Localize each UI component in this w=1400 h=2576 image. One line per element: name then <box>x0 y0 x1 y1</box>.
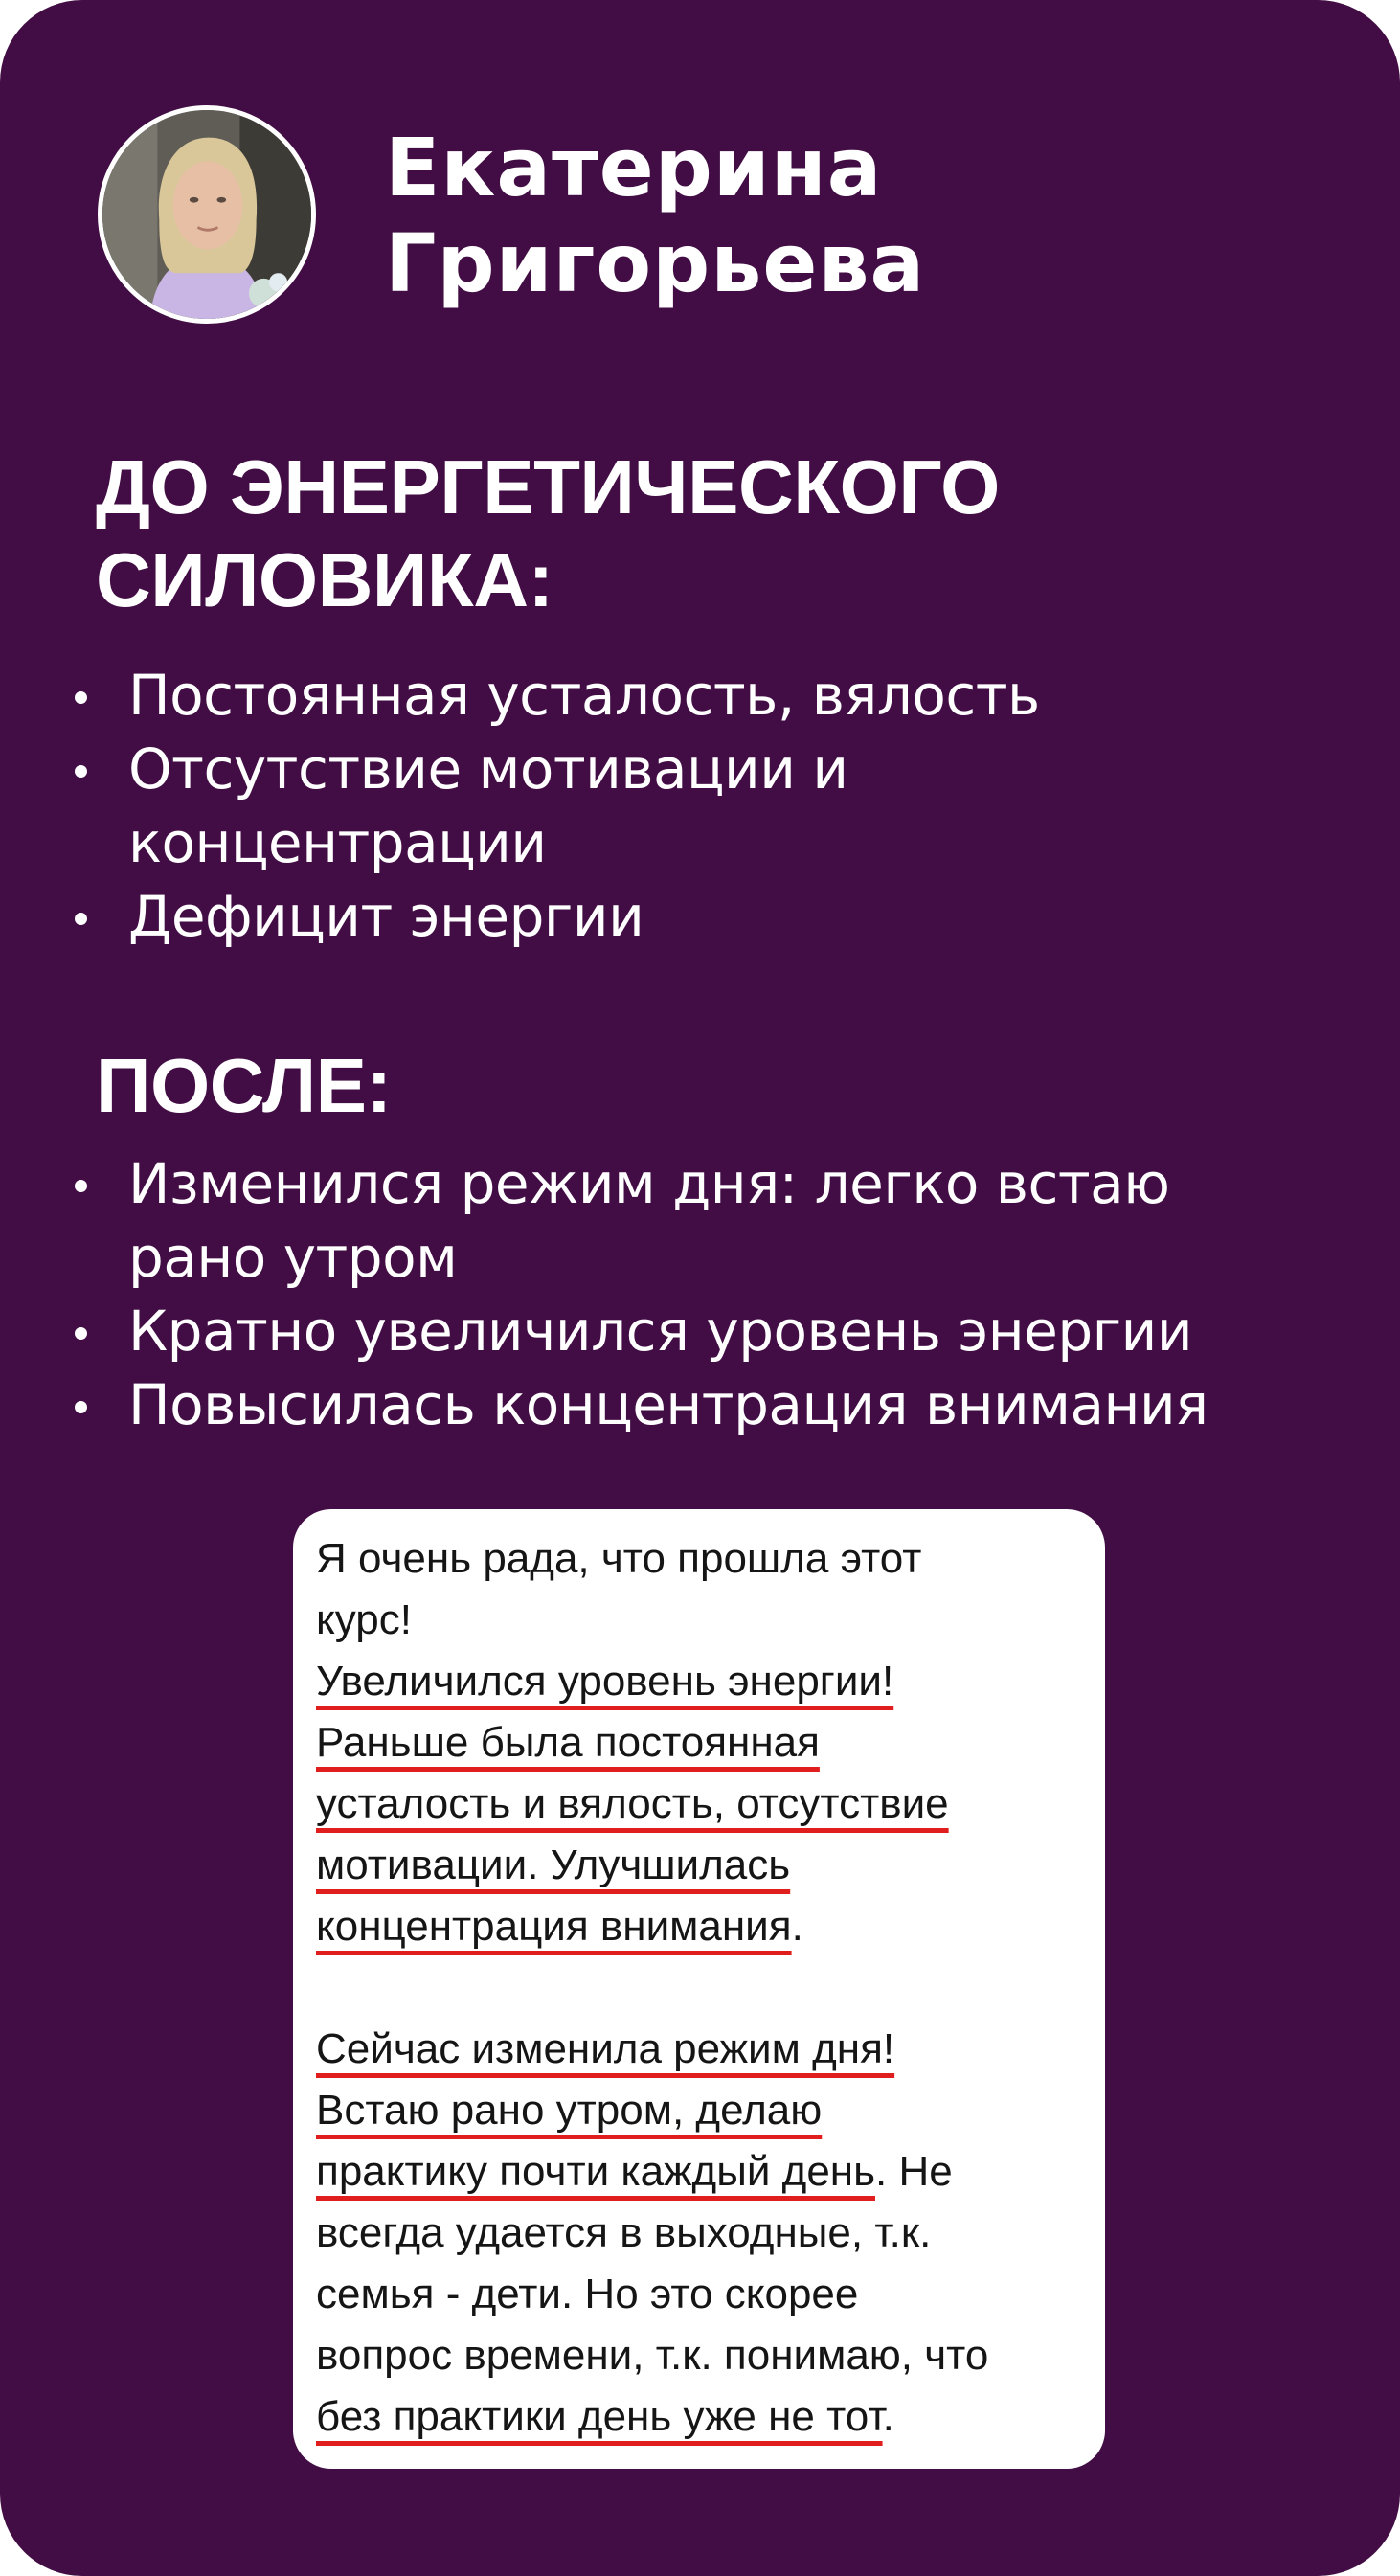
before-title <box>96 441 1341 626</box>
review-line: Я очень рада, что прошла этот <box>316 1535 922 1582</box>
before-item: Дефицит энергии <box>69 880 1371 954</box>
highlight-underline: Раньше была постоянная <box>316 1719 820 1766</box>
review-line <box>316 1835 1101 1896</box>
after-title: ПОСЛЕ: <box>96 1043 392 1128</box>
before-item: Постоянная усталость, вялость <box>69 659 1371 733</box>
after-item: Кратно увеличился уровень энергии <box>69 1295 1371 1368</box>
review-line: практику почти каждый день. Не <box>316 2148 953 2195</box>
highlight-underline: концентрация внимания <box>316 1903 792 1950</box>
review-line <box>316 1712 1101 1774</box>
last-name: Григорьева <box>385 216 926 310</box>
review-line <box>316 2080 1101 2141</box>
avatar <box>98 105 316 324</box>
review-line: вопрос времени, т.к. понимаю, что <box>316 2332 989 2379</box>
highlight-underline: усталость и вялость, отсутствие <box>316 1780 949 1827</box>
avatar-photo <box>102 110 311 319</box>
highlight-underline: мотивации. Улучшилась <box>316 1842 791 1888</box>
after-list <box>69 1147 1371 1442</box>
review-blank-line <box>316 1957 1101 2019</box>
before-title-line2: СИЛОВИКА: <box>96 537 553 622</box>
review-line: курс! <box>316 1596 412 1643</box>
highlight-underline: без практики день уже не тот <box>316 2393 883 2440</box>
before-title-line1: ДО ЭНЕРГЕТИЧЕСКОГО <box>96 444 1000 530</box>
first-name: Екатерина <box>385 121 883 215</box>
review-line <box>316 1651 1101 1712</box>
after-item: Повысилась концентрация внимания <box>69 1368 1371 1442</box>
before-list <box>69 659 1371 954</box>
review-line: семья - дети. Но это скорее <box>316 2271 859 2317</box>
before-item: Отсутствие мотивации и концентрации <box>69 733 1371 880</box>
after-item: Изменился режим дня: легко встаю рано утром <box>69 1147 1371 1295</box>
person-name <box>385 120 1343 311</box>
highlight-underline: практику почти каждый день <box>316 2148 876 2195</box>
review-line: без практики день уже не тот. <box>316 2393 894 2440</box>
review-line: концентрация внимания. <box>316 1903 803 1950</box>
highlight-underline: Увеличился уровень энергии! <box>316 1658 894 1705</box>
highlight-underline: Сейчас изменила режим дня! <box>316 2025 895 2072</box>
review-line: всегда удается в выходные, т.к. <box>316 2209 932 2256</box>
highlight-underline: Встаю рано утром, делаю <box>316 2087 823 2134</box>
review-line <box>316 1774 1101 1835</box>
review-line <box>316 2019 1101 2080</box>
review-text <box>316 1528 1101 2448</box>
review-message-bubble <box>293 1509 1105 2469</box>
